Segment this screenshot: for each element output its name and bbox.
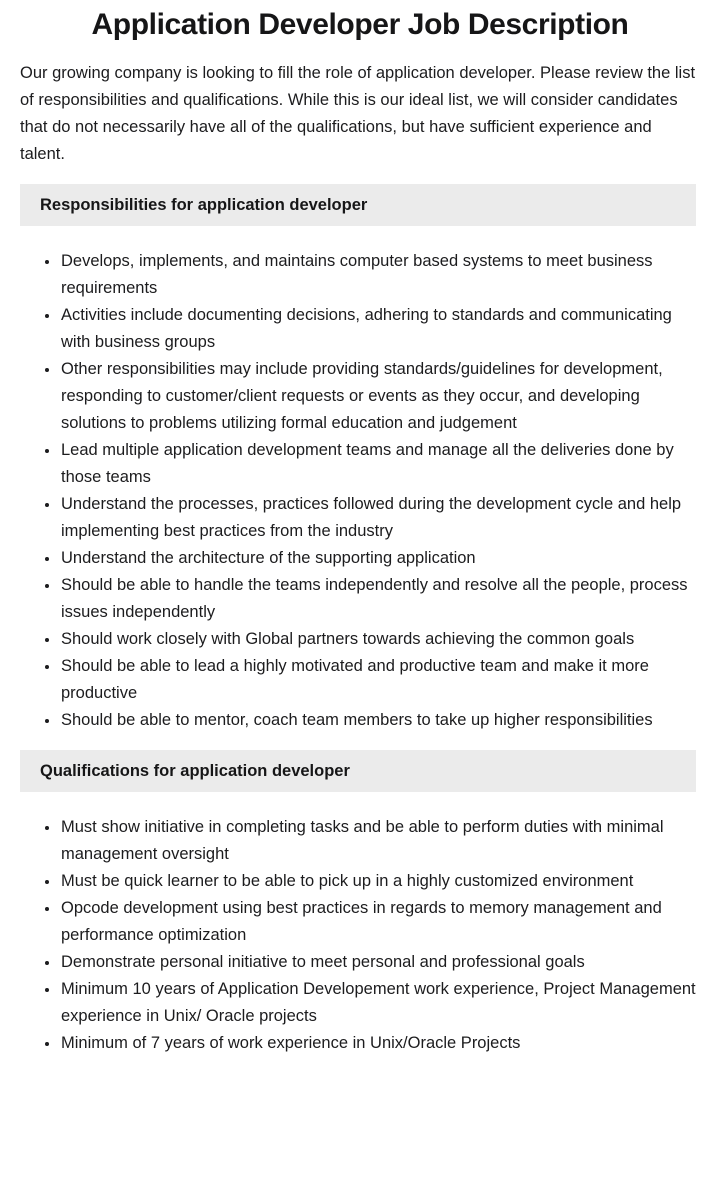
- list-item: • Opcode development using best practices in regards to memory management and performance optimization: [60, 895, 696, 949]
- responsibilities-list: [0, 248, 696, 734]
- qualifications-section-header: [20, 750, 696, 792]
- qualifications-section: [0, 750, 720, 1057]
- list-item: • Develops, implements, and maintains computer based systems to meet business requirements: [60, 248, 696, 302]
- list-item: • Should be able to handle the teams independently and resolve all the people, process issues independently: [60, 572, 696, 626]
- qualifications-list: [0, 814, 696, 1057]
- responsibilities-section-header: [20, 184, 696, 226]
- list-item: • Other responsibilities may include providing standards/guidelines for development, responding to customer/client requests or events as they occur, and developing solutions to problems utilizing formal education and judgement: [60, 356, 696, 437]
- list-item: • Should work closely with Global partners towards achieving the common goals: [60, 626, 696, 653]
- list-item: • Understand the architecture of the supporting application: [60, 545, 696, 572]
- list-item: • Must show initiative in completing tasks and be able to perform duties with minimal management oversight: [60, 814, 696, 868]
- list-item: • Activities include documenting decisions, adhering to standards and communicating with business groups: [60, 302, 696, 356]
- list-item: • Minimum of 7 years of work experience in Unix/Oracle Projects: [60, 1030, 696, 1057]
- list-item: • Should be able to mentor, coach team members to take up higher responsibilities: [60, 707, 696, 734]
- list-item: • Lead multiple application development teams and manage all the deliveries done by those teams: [60, 437, 696, 491]
- list-item: • Minimum 10 years of Application Developement work experience, Project Management experience in Unix/ Oracle projects: [60, 976, 696, 1030]
- list-item: • Must be quick learner to be able to pick up in a highly customized environment: [60, 868, 696, 895]
- responsibilities-section: [0, 184, 720, 734]
- intro-paragraph: Our growing company is looking to fill the role of application developer. Please review the list of responsibilities and qualifications. While this is our ideal list, we will consider candidates that do not necessarily have all of the qualifications, but have sufficient experience and talent.: [20, 64, 696, 163]
- list-item: • Should be able to lead a highly motivated and productive team and make it more productive: [60, 653, 696, 707]
- qualifications-section-heading: Qualifications for application developer: [40, 762, 350, 780]
- list-item: • Understand the processes, practices followed during the development cycle and help implementing best practices from the industry: [60, 491, 696, 545]
- page-title: Application Developer Job Description: [91, 8, 629, 41]
- responsibilities-section-heading: Responsibilities for application developer: [40, 196, 368, 214]
- list-item: • Demonstrate personal initiative to meet personal and professional goals: [60, 949, 696, 976]
